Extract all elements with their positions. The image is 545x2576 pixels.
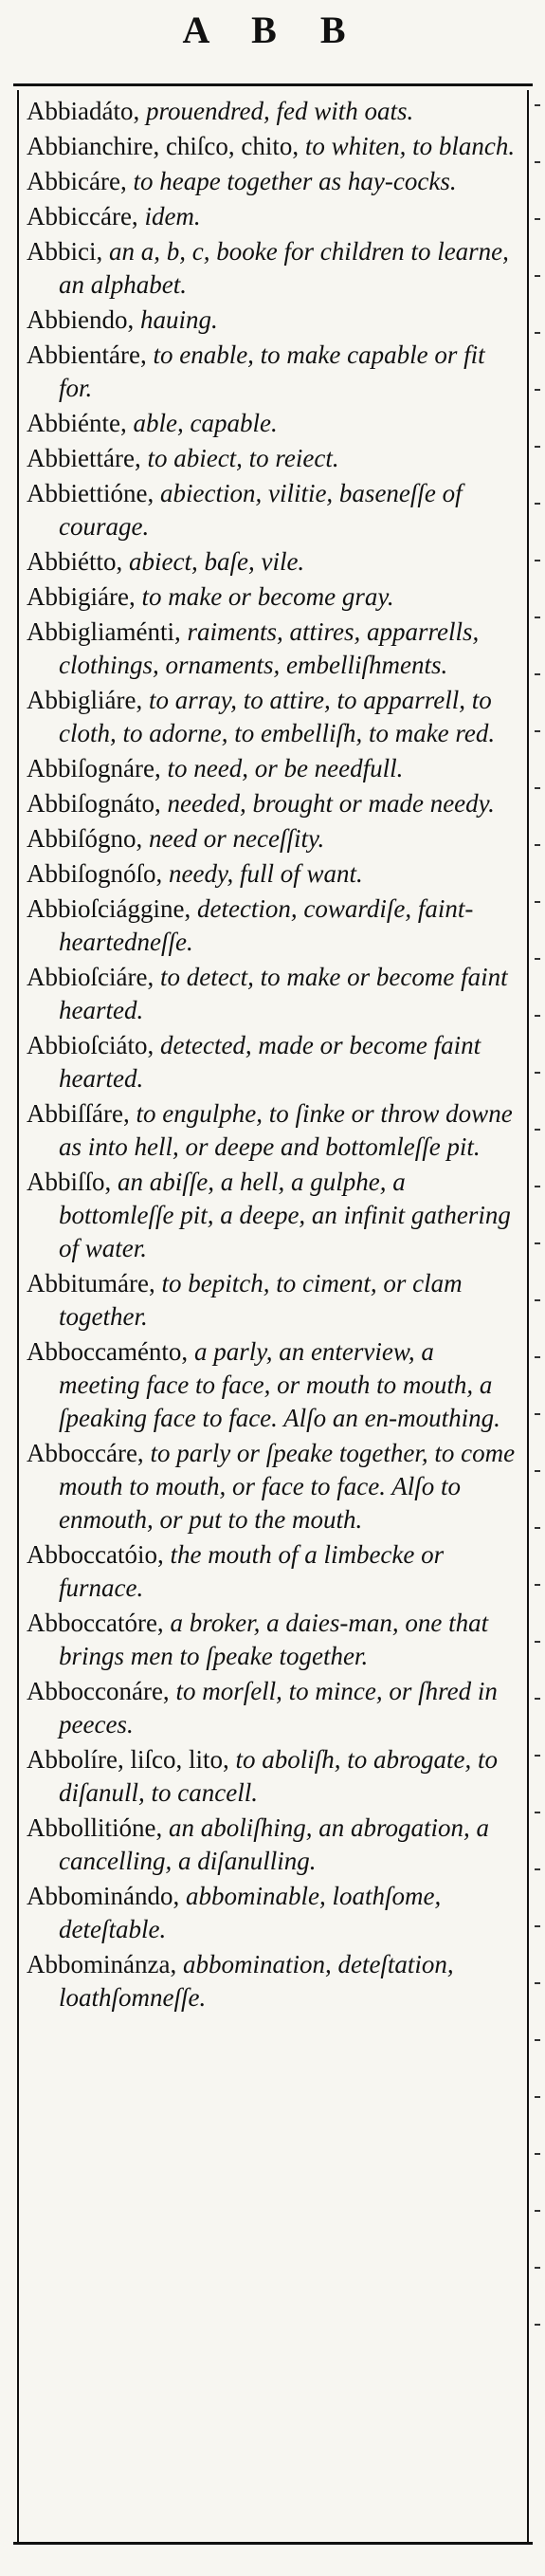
dictionary-entry: [27, 1029, 519, 1095]
entry-headword: Abbocconáre,: [27, 1677, 170, 1705]
entry-definition: to engulphe, to ſinke or throw downe as into hell, or deepe and bottomleſſe pit.: [59, 1099, 513, 1161]
dictionary-entry: [27, 1743, 519, 1810]
entry-headword: Abbioſciáto,: [27, 1031, 154, 1059]
entry-definition: abiection, vilitie, baseneſſe of courage.: [59, 479, 463, 541]
entry-headword: Abbolíre, liſco, lito,: [27, 1745, 229, 1774]
entry-headword: Abbigliáre,: [27, 686, 143, 714]
dictionary-entry: [27, 442, 519, 475]
entry-headword: Abbiendo,: [27, 305, 135, 334]
entry-headword: Abbianchire, chiſco, chito,: [27, 132, 300, 160]
entry-headword: Abbitumáre,: [27, 1269, 155, 1297]
entry-definition: to morſell, to mince, or ſhred in peeces.: [59, 1677, 498, 1739]
entry-definition: to heape together as hay-cocks.: [133, 167, 457, 195]
entry-definition: a broker, a daies-man, one that brings men to ſpeake together.: [59, 1609, 489, 1670]
dictionary-entry: [27, 407, 519, 440]
margin-marks: [535, 104, 542, 2532]
entry-headword: Abboccáre,: [27, 1439, 144, 1467]
entry-definition: an aboliſhing, an abrogation, a cancelling, a diſanulling.: [59, 1813, 490, 1875]
entry-headword: Abbollitióne,: [27, 1813, 163, 1842]
entry-definition: detected, made or become faint hearted.: [59, 1031, 481, 1093]
entry-headword: Abboccaménto,: [27, 1337, 189, 1366]
entry-headword: Abbiétto,: [27, 547, 123, 576]
bottom-rule: [13, 2542, 533, 2545]
entry-headword: Abboccatóio,: [27, 1540, 164, 1569]
entry-headword: Abbiſógno,: [27, 824, 143, 853]
dictionary-entry: [27, 165, 519, 198]
entry-definition: to need, or be needfull.: [167, 754, 404, 782]
entry-definition: prouendred, fed with oats.: [145, 97, 414, 125]
dictionary-entry: [27, 616, 519, 682]
dictionary-entry: [27, 235, 519, 302]
dictionary-entry: [27, 1607, 519, 1673]
entry-headword: Abbiettáre,: [27, 444, 141, 472]
entry-headword: Abbiccáre,: [27, 202, 138, 230]
entry-headword: Abbominándo,: [27, 1882, 180, 1910]
entry-headword: Abbicáre,: [27, 167, 127, 195]
dictionary-entry: [27, 857, 519, 891]
dictionary-entry: [27, 1948, 519, 2015]
entry-definition: abbomination, deteſtation, loathſomneſſe.: [59, 1950, 454, 2012]
entry-definition: an abiſſe, a hell, a gulphe, a bottomleſſe pit, a deepe, an infinit gathering of water.: [59, 1168, 511, 1262]
entry-definition: to enable, to make capable or fit for.: [59, 340, 485, 402]
dictionary-entry: [27, 545, 519, 579]
left-column-rule: [17, 90, 19, 2542]
entry-headword: Abbiſognáre,: [27, 754, 161, 782]
dictionary-entry: [27, 1097, 519, 1164]
page-header: A B B: [182, 9, 363, 51]
entry-definition: needed, brought or made needy.: [167, 789, 495, 818]
dictionary-entry: [27, 130, 519, 163]
entry-definition: to whiten, to blanch.: [304, 132, 516, 160]
dictionary-entry: [27, 1880, 519, 1946]
entry-definition: detection, cowardiſe, faint-heartedneſſe.: [59, 894, 474, 956]
entry-definition: able, capable.: [133, 409, 278, 437]
dictionary-entry: [27, 339, 519, 405]
entry-definition: needy, full of want.: [169, 859, 363, 888]
dictionary-entry: [27, 1437, 519, 1536]
entry-headword: Abbigiáre,: [27, 582, 136, 611]
entry-definition: abiect, baſe, vile.: [129, 547, 305, 576]
entry-headword: Abbioſciáre,: [27, 963, 154, 991]
dictionary-entry: [27, 752, 519, 785]
entry-headword: Abbiadáto,: [27, 97, 140, 125]
dictionary-entry: [27, 1812, 519, 1878]
entry-definition: to aboliſh, to abrogate, to diſanull, to cancell.: [59, 1745, 498, 1807]
entry-definition: the mouth of a limbecke or furnace.: [59, 1540, 445, 1602]
entry-list: [27, 95, 519, 2016]
entry-definition: abbominable, loathſome, deteſtable.: [59, 1882, 442, 1943]
entry-definition: need or neceſſity.: [149, 824, 325, 853]
entry-definition: to array, to attire, to apparrell, to cloth, to adorne, to embelliſh, to make red.: [59, 686, 496, 747]
entry-definition: to abiect, to reiect.: [147, 444, 339, 472]
dictionary-entry: [27, 1675, 519, 1741]
entry-headword: Abbientáre,: [27, 340, 147, 369]
entry-headword: Abbiſſáre,: [27, 1099, 130, 1128]
entry-definition: to detect, to make or become faint hearted.: [59, 963, 508, 1024]
dictionary-entry: [27, 892, 519, 959]
entry-definition: to parly or ſpeake together, to come mouth to mouth, or face to face. Alſo to enmouth, or put to the mouth.: [59, 1439, 516, 1534]
entry-headword: Abbigliaménti,: [27, 617, 181, 646]
entry-headword: Abbioſciággine,: [27, 894, 191, 923]
dictionary-entry: [27, 822, 519, 856]
entry-definition: to bepitch, to ciment, or clam together.: [59, 1269, 463, 1331]
entry-definition: a parly, an enterview, a meeting face to face, or mouth to mouth, a ſpeaking face to face. Alſo an en-mouthing.: [59, 1337, 500, 1432]
dictionary-entry: [27, 1335, 519, 1435]
right-column-rule: [527, 90, 529, 2542]
entry-headword: Abbominánza,: [27, 1950, 177, 1978]
dictionary-entry: [27, 580, 519, 614]
dictionary-entry: [27, 1538, 519, 1605]
entry-headword: Abbiénte,: [27, 409, 127, 437]
entry-headword: Abbiettióne,: [27, 479, 154, 507]
dictionary-entry: [27, 787, 519, 820]
dictionary-entry: [27, 477, 519, 543]
dictionary-entry: [27, 304, 519, 337]
entry-definition: to make or become gray.: [141, 582, 394, 611]
entry-headword: Abboccatóre,: [27, 1609, 164, 1637]
dictionary-entry: [27, 95, 519, 128]
top-rule: [13, 83, 533, 86]
entry-definition: idem.: [144, 202, 201, 230]
entry-definition: an a, b, c, booke for children to learne, an alphabet.: [59, 237, 509, 299]
dictionary-entry: [27, 961, 519, 1027]
dictionary-entry: [27, 684, 519, 750]
entry-headword: Abbiſognóſo,: [27, 859, 163, 888]
entry-headword: Abbici,: [27, 237, 103, 266]
dictionary-entry: [27, 1267, 519, 1334]
dictionary-entry: [27, 1166, 519, 1265]
entry-definition: hauing.: [139, 305, 218, 334]
entry-headword: Abbiſognáto,: [27, 789, 161, 818]
dictionary-entry: [27, 200, 519, 233]
entry-headword: Abbiſſo,: [27, 1168, 112, 1196]
entry-definition: raiments, attires, apparrells, clothings, ornaments, embelliſhments.: [59, 617, 480, 679]
